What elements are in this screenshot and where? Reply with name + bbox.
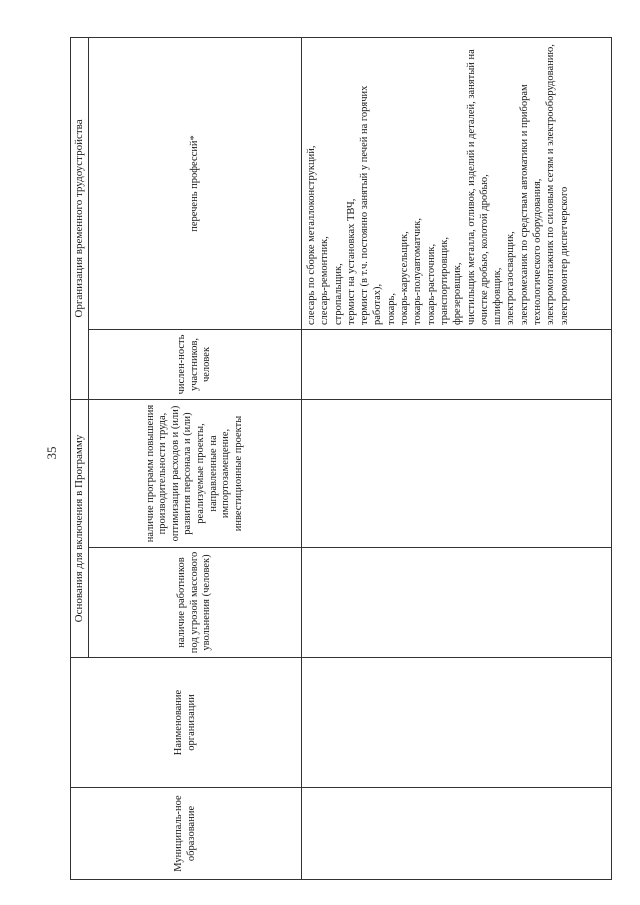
program-table — [70, 37, 612, 880]
page-number: 35 — [44, 446, 59, 460]
profession-item: токарь, — [385, 293, 397, 325]
header-temp-professions: перечень профессий* — [89, 38, 302, 330]
cell-layoff — [302, 548, 612, 658]
profession-item: фрезеровщик, — [452, 262, 464, 325]
profession-item: электромонтажник по силовым сетям и электрооборудованию, — [545, 44, 557, 325]
header-grounds-layoff: наличие работников под угрозой массового увольнения (человек) — [89, 548, 302, 658]
profession-item: электрогазосварщик, — [505, 231, 517, 325]
cell-municipality — [302, 788, 612, 880]
profession-item: шлифовщик, — [492, 267, 504, 325]
profession-item: слесарь-ремонтник, — [319, 236, 331, 325]
profession-item: токарь-расточник, — [425, 243, 437, 325]
profession-item: слесарь по сборке металлоконструкций, — [306, 145, 317, 325]
profession-item: чистильщик металла, отливок, изделий и деталей, занятый на очистке дробью, колотой дробью, — [465, 49, 490, 325]
profession-item: стропальщик, — [332, 263, 344, 325]
header-organization: Наименование организации — [71, 658, 302, 788]
cell-organization — [302, 658, 612, 788]
header-temp-count: числен-ность участников, человек — [89, 330, 302, 400]
profession-item: термист на установках ТВЧ, — [345, 198, 357, 325]
table-container — [70, 38, 612, 880]
profession-item: токарь-полуавтоматчик, — [412, 218, 424, 325]
profession-item: электромонтер диспетчерского — [558, 186, 570, 325]
cell-programs — [302, 400, 612, 548]
profession-item: термист (в т.ч. постоянно занятый у печей на горячих работах), — [359, 85, 384, 325]
profession-item: электромеханик по средствам автоматики и приборам технологического оборудования, — [518, 84, 544, 325]
profession-item: токарь-карусельщик, — [399, 231, 411, 325]
profession-item: транспортировщик, — [438, 237, 450, 325]
header-temp-group: Организация временного трудоустройства — [71, 38, 89, 400]
cell-count — [302, 330, 612, 400]
header-grounds-group: Основания для включения в Программу — [71, 400, 89, 658]
professions-list — [302, 38, 612, 330]
header-municipality: Муниципаль-ное образование — [71, 788, 302, 880]
rotated-table — [70, 38, 612, 880]
header-grounds-programs: наличие программ повышения производительности труда, оптимизации расходов и (или) развития персонала и (или) реализуемые проекты, направленные на импортозамещение, инвестиционные проекты — [89, 400, 302, 548]
